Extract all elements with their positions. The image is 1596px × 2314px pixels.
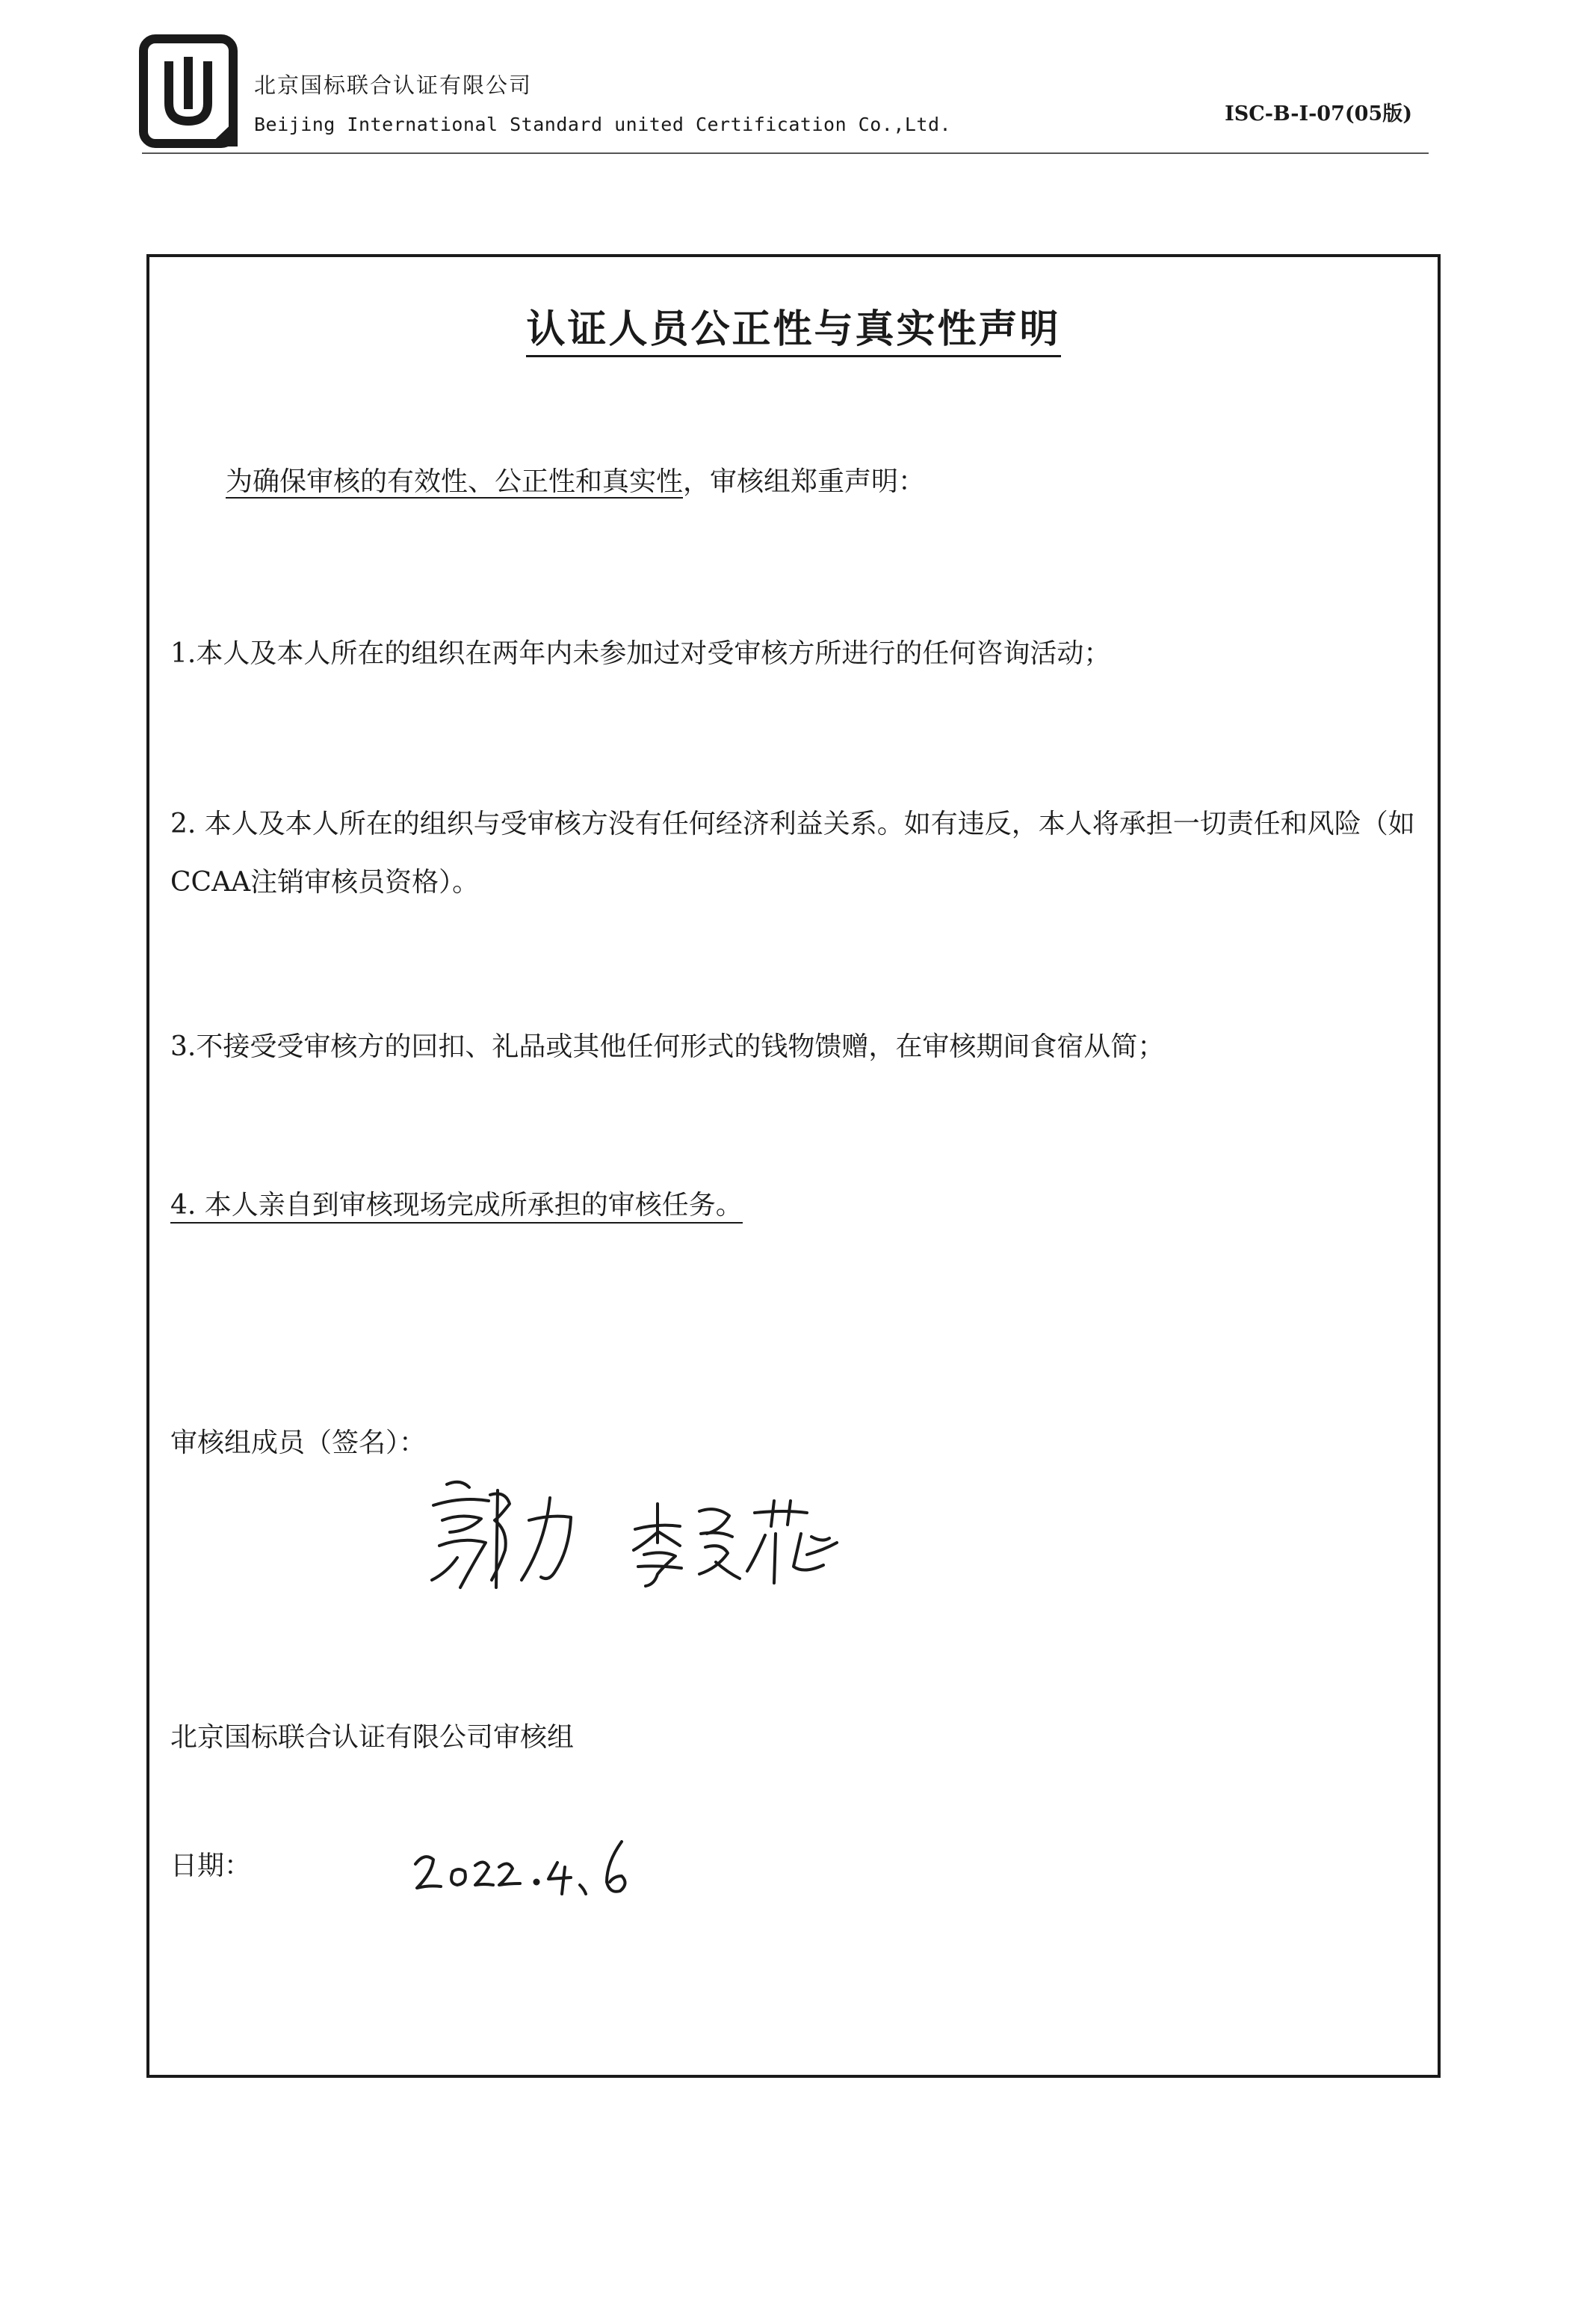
declaration-item-2: 2. 本人及本人所在的组织与受审核方没有任何经济利益关系。如有违反，本人将承担一切责任和风险（如CCAA注销审核员资格）。 (170, 809, 1415, 898)
signature-label: 审核组成员（签名）： (170, 1428, 427, 1458)
organization-name: 北京国标联合认证有限公司审核组 (170, 1722, 575, 1753)
date-field (170, 1837, 1420, 1895)
date-label: 日期： (170, 1851, 252, 1881)
declaration-title (149, 297, 1438, 354)
intro-rest-text: ，审核组郑重声明： (683, 466, 926, 497)
declaration-intro (226, 453, 1420, 511)
letterhead (134, 30, 1435, 157)
declaration-item-4-text: 4. 本人亲自到审核现场完成所承担的审核任务。 (170, 1190, 743, 1224)
company-logo-icon (139, 34, 238, 148)
handwritten-date (411, 1830, 643, 1904)
declaration-title-text: 认证人员公正性与真实性声明 (526, 307, 1060, 357)
document-code: ISC-B-I-07(05版) (1225, 102, 1412, 126)
company-name-cn: 北京国标联合认证有限公司 (254, 72, 533, 98)
declaration-frame (146, 254, 1441, 2078)
handwritten-signature-2 (628, 1490, 852, 1595)
company-name-en: Beijing International Standard united Certification Co.,Ltd. (254, 114, 952, 135)
header-divider (142, 152, 1429, 154)
declaration-item-4 (170, 1176, 1420, 1235)
intro-underlined-text: 为确保审核的有效性、公正性和真实性 (226, 466, 684, 497)
declaration-item-1: 1.本人及本人所在的组织在两年内未参加过对受审核方所进行的任何咨询活动； (170, 638, 1111, 669)
declaration-item-3: 3.不接受受审核方的回扣、礼品或其他任何形式的钱物馈赠，在审核期间食宿从简； (170, 1031, 1165, 1062)
handwritten-signature-1 (417, 1468, 589, 1595)
